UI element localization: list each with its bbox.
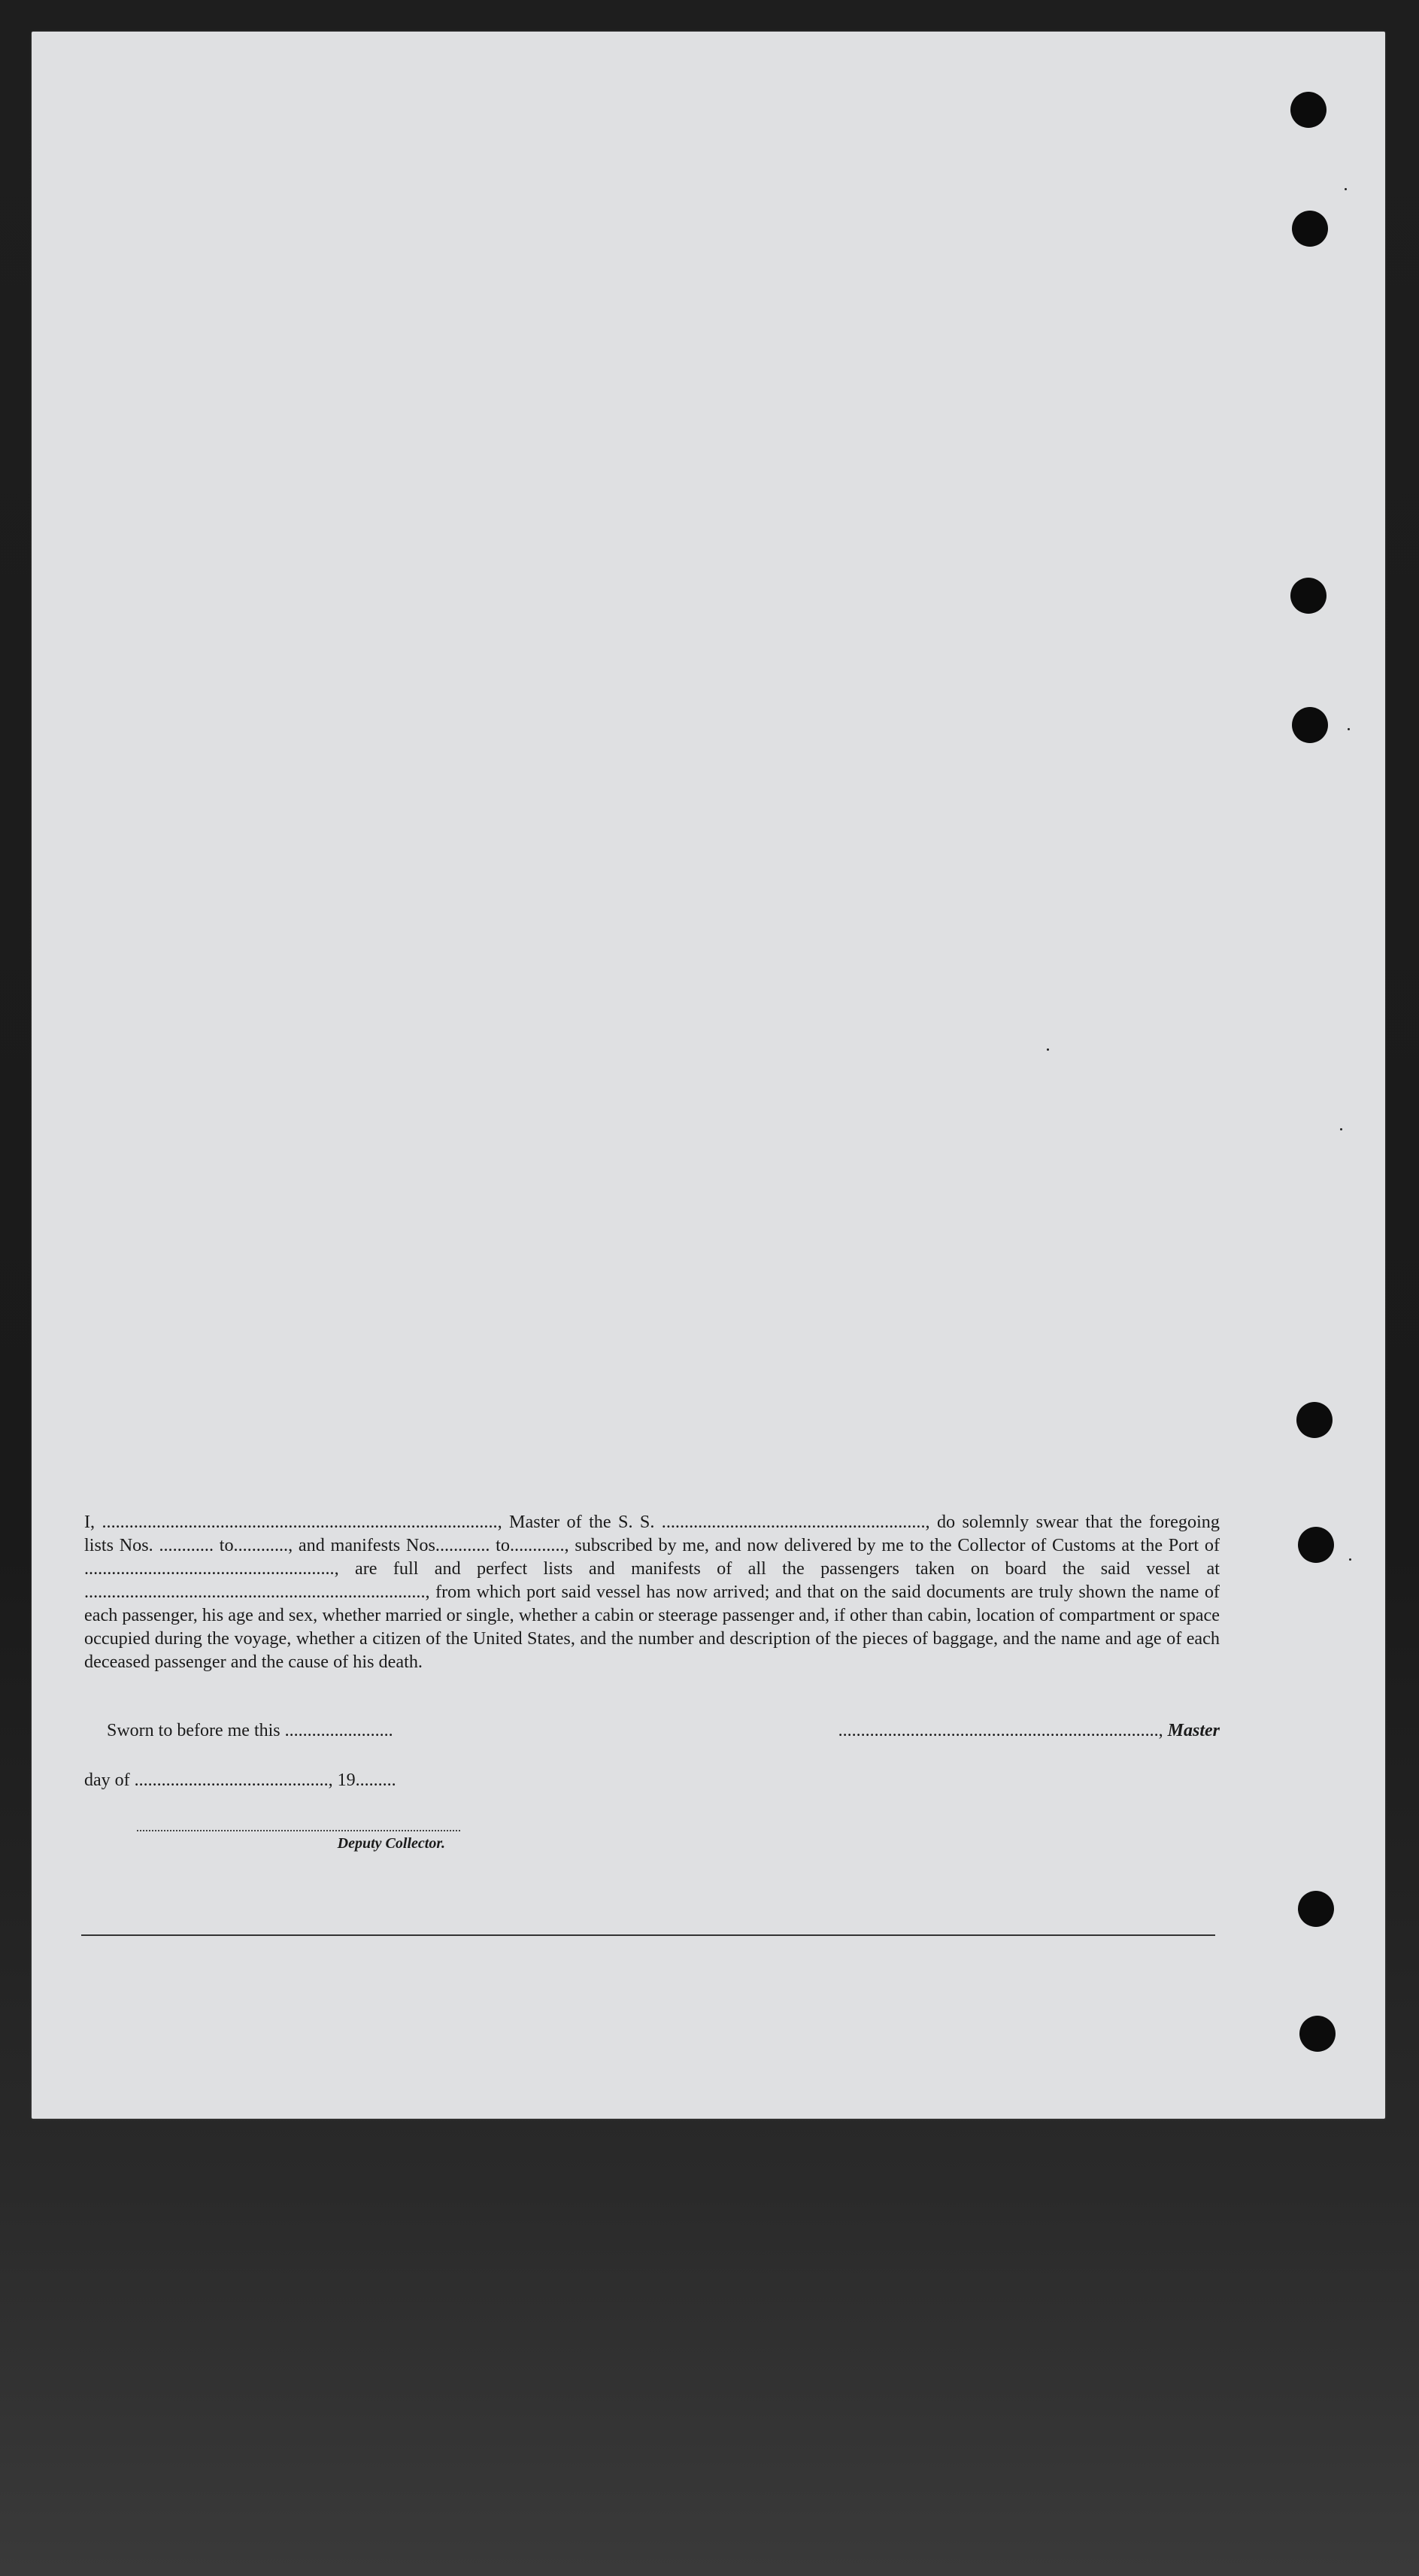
punch-hole xyxy=(1298,1891,1334,1927)
scan-speck xyxy=(1047,1048,1049,1051)
punch-hole xyxy=(1290,578,1327,614)
day-line: day of ..........................................., 19......... xyxy=(84,1770,396,1790)
punch-hole xyxy=(1298,1527,1334,1563)
oath-paragraph: I, ......................................................................................., Master of the S. S. .........................................................., do solemnly swear that the foregoing lists Nos. ............ to............, and manifests Nos............ to............, subscribed by me, and now delivered by me to the Collector of Customs at the Port of ......................................................., are full and perfect lists and manifests of all the passengers taken on board the said vessel at ..........................................................................., from which port said vessel has now arrived; and that on the said documents are truly shown the name of each passenger, his age and sex, whether married or single, whether a cabin or steerage passenger and, if other than cabin, location of compartment or space occupied during the voyage, whether a citizen of the United States, and the number and description of the pieces of baggage, and the name and age of each deceased passenger and the cause of his death. xyxy=(84,1512,1220,1672)
punch-hole xyxy=(1296,1402,1333,1438)
master-signature-dots: ......................................................................., xyxy=(838,1721,1163,1740)
master-label: Master xyxy=(1167,1721,1220,1740)
manifest-page xyxy=(32,32,1385,2119)
master-signature-line xyxy=(752,1721,1220,1741)
punch-hole xyxy=(1290,92,1327,128)
scan-speck xyxy=(1348,728,1350,730)
scan-speck xyxy=(1349,1558,1351,1561)
scan-speck xyxy=(1345,188,1347,190)
bottom-rule xyxy=(81,1934,1215,1936)
sworn-line: Sworn to before me this ........................ xyxy=(107,1721,393,1740)
deputy-collector-label: Deputy Collector. xyxy=(337,1835,445,1852)
punch-hole xyxy=(1299,2016,1336,2052)
scan-speck xyxy=(1340,1128,1342,1130)
punch-hole xyxy=(1292,707,1328,743)
punch-hole xyxy=(1292,211,1328,247)
collector-signature-rule xyxy=(137,1830,460,1831)
